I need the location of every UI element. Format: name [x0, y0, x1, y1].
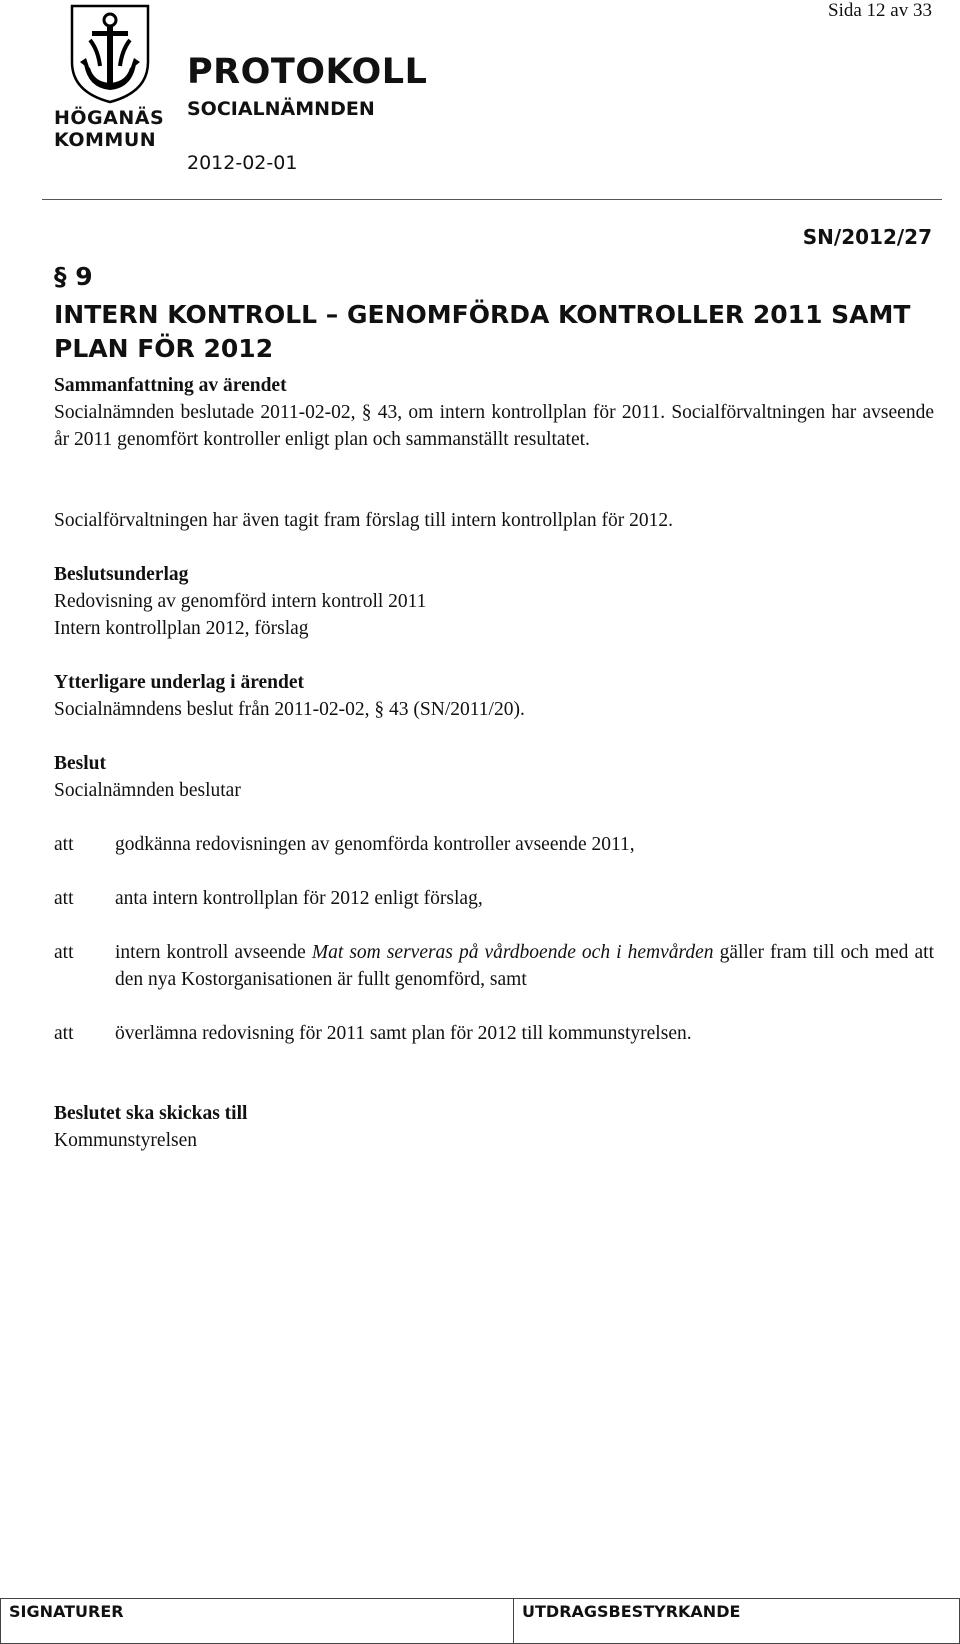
certification-cell [513, 1598, 960, 1644]
signatures-label: SIGNATURER [9, 1602, 124, 1621]
additional-section [54, 669, 934, 723]
document-title: PROTOKOLL [187, 52, 428, 92]
basis-item: Intern kontrollplan 2012, förslag [54, 618, 309, 639]
committee-name: SOCIALNÄMNDEN [187, 98, 375, 120]
signatures-cell [0, 1598, 514, 1644]
att-label: att [54, 942, 74, 963]
summary-section [54, 372, 934, 453]
municipality-logo [54, 4, 166, 164]
summary-text: Socialnämnden beslutade 2011-02-02, § 43, om intern kontrollplan för 2011. Socialförvaltningen har avseende år 2011 genomfört kontroller enligt plan och sammanställt resultatet. [54, 402, 934, 450]
distribution-recipient: Kommunstyrelsen [54, 1130, 197, 1151]
decision-item-text: godkänna redovisningen av genomförda kontroller avseende 2011, [115, 834, 635, 855]
footer-signature-table [0, 1598, 960, 1644]
certification-label: UTDRAGSBESTYRKANDE [522, 1602, 741, 1621]
basis-section [54, 561, 934, 642]
att-label: att [54, 834, 74, 855]
page-number: Sida 12 av 33 [828, 0, 932, 21]
case-number: SN/2012/27 [802, 225, 932, 249]
decision-item-text-part: intern kontroll avseende [115, 942, 312, 963]
meeting-date: 2012-02-01 [187, 152, 298, 174]
summary-text-2: Socialförvaltningen har även tagit fram förslag till intern kontrollplan för 2012. [54, 510, 673, 531]
att-label: att [54, 888, 74, 909]
decision-intro: Socialnämnden beslutar [54, 780, 241, 801]
logo-text-line1: HÖGANÄS [54, 107, 165, 129]
basis-item: Redovisning av genomförd intern kontroll 2011 [54, 591, 427, 612]
decision-item-text [115, 939, 934, 993]
paragraph-number: § 9 [54, 262, 93, 291]
distribution-section [54, 1100, 934, 1154]
decision-item-text-part: gäller fram till och med att den nya Kostorganisationen är fullt genomförd, samt [115, 942, 934, 990]
decision-item-text: anta intern kontrollplan för 2012 enligt förslag, [115, 888, 483, 909]
decision-item-text: överlämna redovisning för 2011 samt plan för 2012 till kommunstyrelsen. [115, 1023, 692, 1044]
paragraph-title: INTERN KONTROLL – GENOMFÖRDA KONTROLLER 2011 SAMT PLAN FÖR 2012 [54, 300, 911, 363]
header-divider [42, 199, 942, 200]
additional-heading: Ytterligare underlag i ärendet [54, 672, 305, 693]
decision-section [54, 750, 934, 804]
distribution-heading: Beslutet ska skickas till [54, 1103, 248, 1124]
coat-of-arms-icon [70, 4, 150, 104]
logo-text-line2: KOMMUN [54, 129, 157, 151]
decision-heading: Beslut [54, 753, 107, 774]
att-label: att [54, 1023, 74, 1044]
basis-heading: Beslutsunderlag [54, 564, 189, 585]
decision-item-italic-text: Mat som serveras på vårdboende och i hemvården [311, 942, 714, 963]
summary-heading: Sammanfattning av ärendet [54, 375, 287, 396]
additional-text: Socialnämndens beslut från 2011-02-02, § 43 (SN/2011/20). [54, 699, 525, 720]
